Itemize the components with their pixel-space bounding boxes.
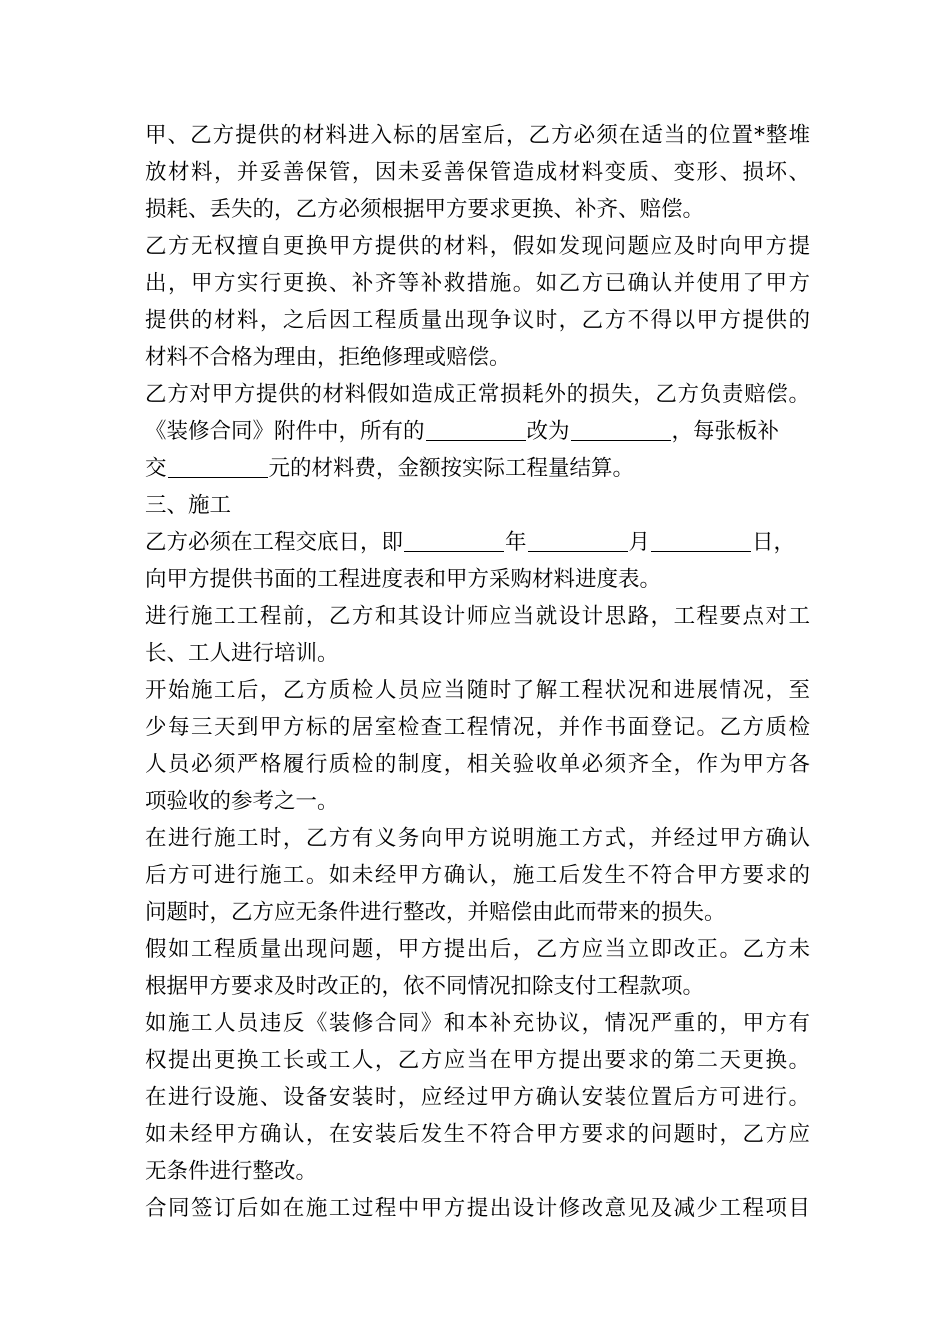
text-line: 后方可进行施工。如未经甲方确认，施工后发生不符合甲方要求的: [145, 863, 810, 888]
text-line: 向甲方提供书面的工程进度表和甲方采购材料进度表。: [145, 567, 662, 592]
text-line: 乙方无权擅自更换甲方提供的材料，假如发现问题应及时向甲方提: [145, 234, 810, 259]
text-line: 合同签订后如在施工过程中甲方提出设计修改意见及减少工程项目: [145, 1196, 810, 1221]
text-line: 人员必须严格履行质检的制度，相关验收单必须齐全，作为甲方各: [145, 752, 810, 777]
text-segment: 年: [505, 530, 527, 555]
text-line: 项验收的参考之一。: [145, 789, 339, 814]
text-segment: 改为: [526, 419, 570, 444]
section-heading: 三、施工: [145, 493, 232, 518]
fill-in-line: [145, 524, 810, 561]
text-line: 如施工人员违反《装修合同》和本补充协议，情况严重的，甲方有: [145, 1011, 810, 1036]
text-segment: ，每张板补: [671, 419, 780, 444]
fill-in-line: [145, 413, 810, 450]
text-line: 无条件进行整改。: [145, 1159, 318, 1184]
text-line: 放材料，并妥善保管，因未妥善保管造成材料变质、变形、损坏、: [145, 160, 810, 185]
text-line: 损耗、丢失的，乙方必须根据甲方要求更换、补齐、赔偿。: [145, 197, 705, 222]
text-line: 少每三天到甲方标的居室检查工程情况，并作书面登记。乙方质检: [145, 715, 810, 740]
fill-in-blank: [651, 529, 751, 552]
text-segment: 乙方必须在工程交底日，即: [145, 530, 404, 555]
text-line: 问题时，乙方应无条件进行整改，并赔偿由此而带来的损失。: [145, 900, 726, 925]
text-line: 出，甲方实行更换、补齐等补救措施。如乙方已确认并使用了甲方: [145, 271, 810, 296]
fill-in-line: [145, 450, 810, 487]
text-segment: 月: [628, 530, 651, 555]
fill-in-blank: [404, 529, 504, 552]
text-line: 根据甲方要求及时改正的，依不同情况扣除支付工程款项。: [145, 974, 705, 999]
text-line: 如未经甲方确认，在安装后发生不符合甲方要求的问题时，乙方应: [145, 1122, 810, 1147]
text-segment: 日，: [752, 530, 796, 555]
text-line: 材料不合格为理由，拒绝修理或赔偿。: [145, 345, 511, 370]
fill-in-blank: [426, 418, 526, 441]
text-line: 甲、乙方提供的材料进入标的居室后，乙方必须在适当的位置*整堆: [145, 123, 810, 148]
fill-in-blank: [528, 529, 628, 552]
text-line: 长、工人进行培训。: [145, 641, 339, 666]
text-line: 开始施工后，乙方质检人员应当随时了解工程状况和进展情况，至: [145, 678, 810, 703]
text-line: 提供的材料，之后因工程质量出现争议时，乙方不得以甲方提供的: [145, 308, 810, 333]
document-page: [145, 117, 810, 1227]
text-line: 乙方对甲方提供的材料假如造成正常损耗外的损失，乙方负责赔偿。: [145, 382, 810, 407]
text-line: 假如工程质量出现问题，甲方提出后，乙方应当立即改正。乙方未: [145, 937, 810, 962]
text-segment: 《装修合同》附件中，所有的: [145, 419, 425, 444]
text-line: 在进行设施、设备安装时，应经过甲方确认安装位置后方可进行。: [145, 1085, 810, 1110]
text-line: 在进行施工时，乙方有义务向甲方说明施工方式，并经过甲方确认: [145, 826, 810, 851]
fill-in-blank: [168, 455, 268, 478]
text-segment: 交: [145, 456, 167, 481]
text-segment: 元的材料费，金额按实际工程量结算。: [268, 456, 635, 481]
fill-in-blank: [571, 418, 671, 441]
text-line: 进行施工工程前，乙方和其设计师应当就设计思路，工程要点对工: [145, 604, 810, 629]
text-line: 权提出更换工长或工人，乙方应当在甲方提出要求的第二天更换。: [145, 1048, 810, 1073]
